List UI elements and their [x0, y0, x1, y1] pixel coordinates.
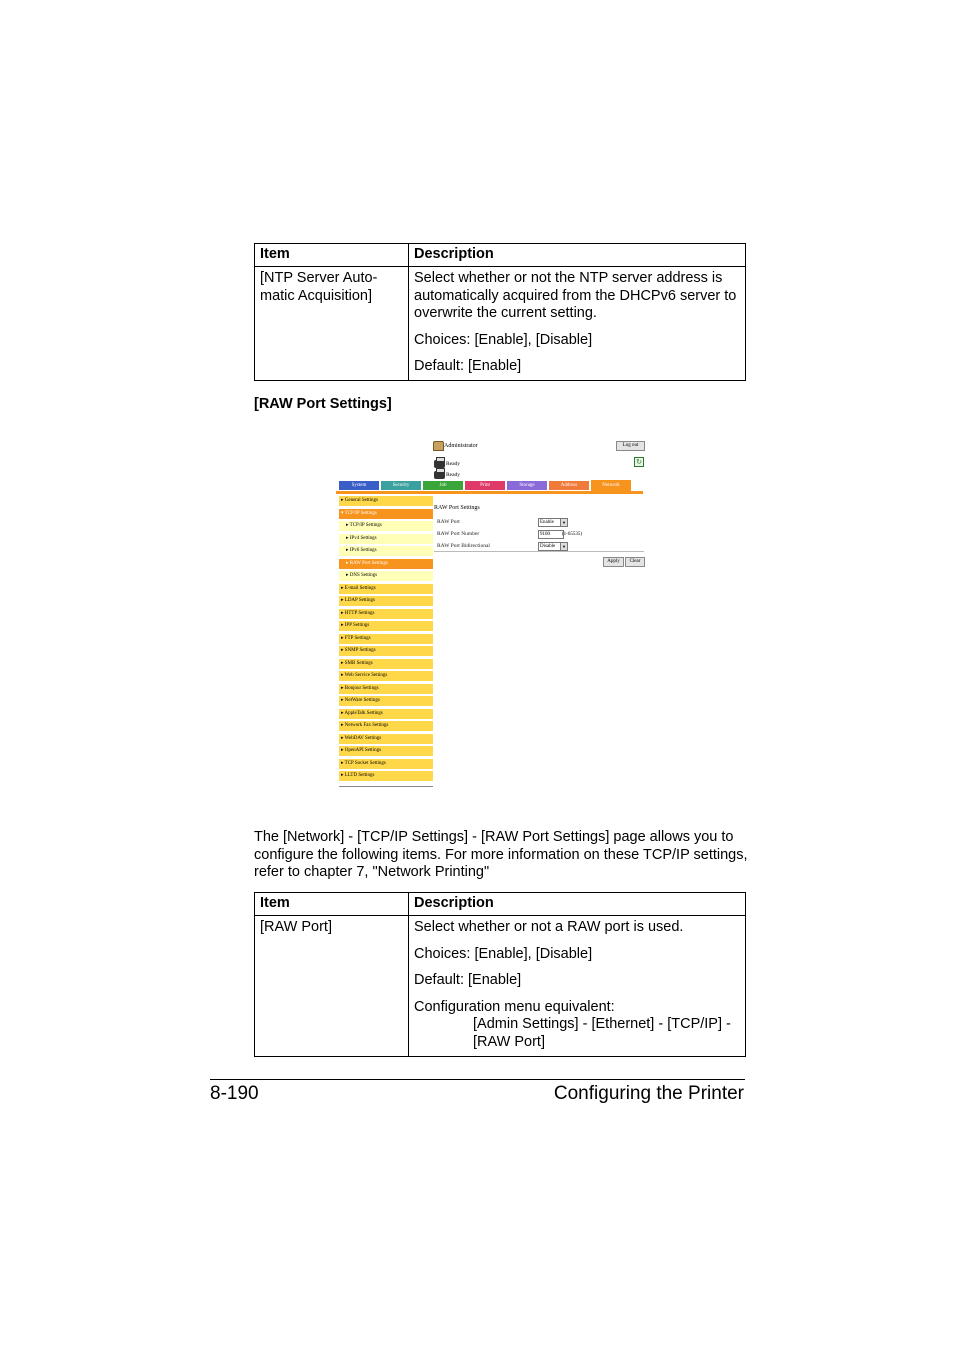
refresh-icon[interactable]: ↻	[634, 457, 644, 467]
tab-underline	[336, 491, 643, 494]
raw-port-number-input[interactable]: 9100	[538, 530, 564, 539]
form-divider	[434, 551, 644, 552]
sidebar-item-raw-port-settings[interactable]: ▸ RAW Port Settings	[339, 559, 433, 569]
printer-icon	[434, 460, 445, 468]
sidebar-item-network-fax-settings[interactable]: ▸ Network Fax Settings	[339, 721, 433, 731]
sidebar-item-ftp-settings[interactable]: ▸ FTP Settings	[339, 634, 433, 644]
config-menu-block	[414, 999, 740, 1052]
item-text: [RAW Port]	[260, 919, 332, 935]
sidebar-item-email-settings[interactable]: ▸ E-mail Settings	[339, 584, 433, 594]
raw-port-bidirectional-label: RAW Port Bidirectional	[437, 543, 490, 549]
description-text: Select whether or not the NTP server address is automatically acquired from the DHCPv6 server to overwrite the current setting.	[414, 270, 737, 321]
table-header-row	[255, 893, 746, 916]
description-cell	[409, 267, 746, 381]
description-cell	[409, 916, 746, 1057]
scanner-icon	[434, 471, 445, 479]
sidebar-item-dns-settings[interactable]: ▸ DNS Settings	[339, 571, 433, 581]
page-number: 8-190	[210, 1083, 259, 1104]
config-menu-path: [Admin Settings] - [Ethernet] - [TCP/IP] - [RAW Port]	[473, 1016, 731, 1050]
tab-security[interactable]: Security	[381, 481, 421, 490]
section-title: [RAW Port Settings]	[254, 396, 392, 412]
form-title: RAW Port Settings	[434, 505, 480, 511]
sidebar-item-ipv6-settings[interactable]: ▸ IPv6 Settings	[339, 546, 433, 556]
tab-job[interactable]: Job	[423, 481, 463, 490]
raw-port-bidirectional-select[interactable]	[538, 542, 568, 551]
description-text: Select whether or not a RAW port is used.	[414, 919, 684, 935]
sidebar-item-ipv4-settings[interactable]: ▸ IPv4 Settings	[339, 534, 433, 544]
sidebar-item-http-settings[interactable]: ▸ HTTP Settings	[339, 609, 433, 619]
column-header-item: Item	[255, 244, 409, 267]
table-row	[255, 916, 746, 1057]
raw-port-label: RAW Port	[437, 519, 460, 525]
raw-port-table	[254, 892, 746, 1057]
logout-button[interactable]: Log out	[616, 441, 645, 451]
item-text: [NTP Server Auto- matic Acquisition]	[260, 270, 378, 304]
sidebar-item-openapi-settings[interactable]: ▸ OpenAPI Settings	[339, 746, 433, 756]
administrator-label: Administrator	[444, 443, 478, 449]
column-header-description: Description	[409, 244, 746, 267]
column-header-item: Item	[255, 893, 409, 916]
tab-network[interactable]: Network	[591, 480, 631, 492]
default-text: Default: [Enable]	[414, 972, 522, 988]
choices-text: Choices: [Enable], [Disable]	[414, 945, 593, 962]
web-ui-screenshot	[336, 438, 662, 798]
administrator-icon	[433, 441, 444, 451]
config-menu-label: Configuration menu equivalent:	[414, 998, 615, 1015]
sidebar-item-general-settings[interactable]: ▸ General Settings	[339, 496, 433, 506]
sidebar-item-netware-settings[interactable]: ▸ NetWare Settings	[339, 696, 433, 706]
sidebar-item-webdav-settings[interactable]: ▸ WebDAV Settings	[339, 734, 433, 744]
table-row	[255, 267, 746, 381]
tab-address[interactable]: Address	[549, 481, 589, 490]
sidebar-item-ldap-settings[interactable]: ▸ LDAP Settings	[339, 596, 433, 606]
raw-port-number-label: RAW Port Number	[437, 531, 480, 537]
raw-port-value: Enable	[540, 520, 554, 525]
menu-divider	[339, 786, 433, 787]
sidebar-item-ipp-settings[interactable]: ▸ IPP Settings	[339, 621, 433, 631]
item-cell	[255, 916, 409, 1057]
printer-status: Ready	[446, 461, 461, 467]
apply-button[interactable]: Apply	[603, 557, 624, 567]
tab-system[interactable]: System	[339, 481, 379, 490]
sidebar-item-web-service-settings[interactable]: ▸ Web Service Settings	[339, 671, 433, 681]
default-text: Default: [Enable]	[414, 358, 522, 374]
column-header-description: Description	[409, 893, 746, 916]
ntp-table	[254, 243, 746, 381]
port-range-hint: (1-65535)	[562, 532, 582, 537]
sidebar-item-tcp-socket-settings[interactable]: ▸ TCP Socket Settings	[339, 759, 433, 769]
table-header-row	[255, 244, 746, 267]
clear-button[interactable]: Clear	[625, 557, 645, 567]
raw-port-select[interactable]	[538, 518, 568, 527]
choices-text: Choices: [Enable], [Disable]	[414, 331, 593, 348]
body-paragraph: The [Network] - [TCP/IP Settings] - [RAW Port Settings] page allows you to configure the following items. For more information on these TCP/IP settings, refer to chapter 7, "Network Printing"	[254, 829, 748, 880]
tab-storage[interactable]: Storage	[507, 481, 547, 490]
sidebar-item-snmp-settings[interactable]: ▸ SNMP Settings	[339, 646, 433, 656]
sidebar-item-tcpip-sub[interactable]: ▸ TCP/IP Settings	[339, 521, 433, 531]
tab-print[interactable]: Print	[465, 481, 505, 490]
sidebar-item-bonjour-settings[interactable]: ▸ Bonjour Settings	[339, 684, 433, 694]
sidebar-item-smb-settings[interactable]: ▸ SMB Settings	[339, 659, 433, 669]
sidebar-item-tcpip-settings[interactable]: ▾ TCP/IP Settings	[339, 509, 433, 519]
item-cell	[255, 267, 409, 381]
chevron-down-icon: ▼	[560, 519, 567, 526]
raw-port-bidirectional-value: Disable	[540, 544, 556, 549]
scanner-status: Ready	[446, 472, 461, 478]
chevron-down-icon: ▼	[560, 543, 567, 550]
footer-rule	[210, 1079, 745, 1080]
chapter-title: Configuring the Printer	[553, 1083, 744, 1104]
sidebar-item-appletalk-settings[interactable]: ▸ AppleTalk Settings	[339, 709, 433, 719]
sidebar-item-lltd-settings[interactable]: ▸ LLTD Settings	[339, 771, 433, 781]
